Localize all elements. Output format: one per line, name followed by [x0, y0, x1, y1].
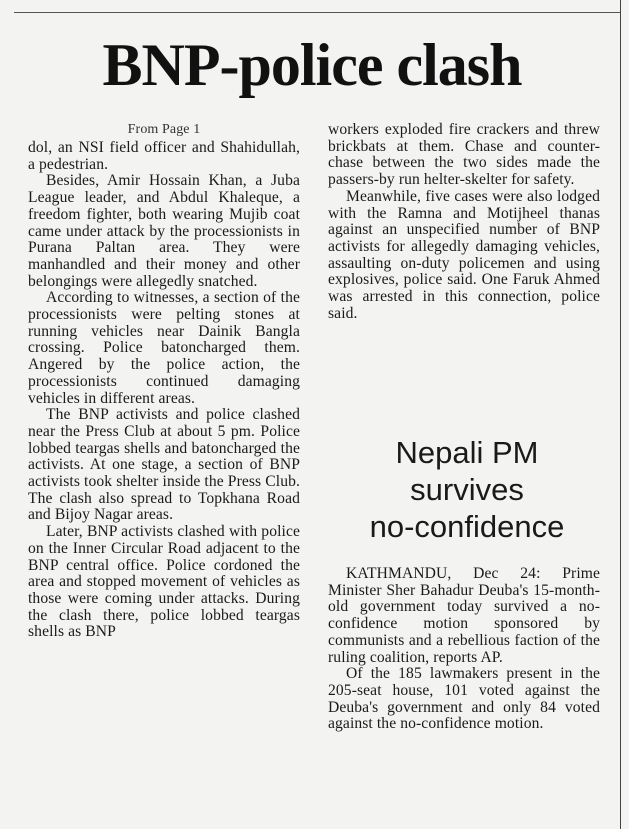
headline-line: no-confidence: [369, 509, 565, 544]
headline-line: Nepali PM: [395, 435, 539, 470]
paragraph: KATHMANDU, Dec 24: Prime Minister Sher Bahadur Deuba's 15-month-old government today survived a no-confidence motion sponsored by communists and a rebellious faction of the ruling coalition, reports AP.: [328, 565, 600, 666]
main-headline: BNP-police clash: [102, 32, 522, 98]
headline-line: survives: [410, 472, 524, 507]
top-rule: [14, 12, 621, 13]
paragraph: Later, BNP activists clashed with police on the Inner Circular Road adjacent to the BNP central office. Police cordoned the area and stopped movement of vehicles as those were coming under attacks. During the clash there, police lobbed teargas shells as BNP: [28, 523, 300, 641]
continuation-label: From Page 1: [127, 122, 201, 137]
paragraph: workers exploded fire crackers and threw brickbats at them. Chase and counter-chase between the two sides made the passers-by run helter-skelter for safety.: [328, 121, 600, 189]
paragraph: The BNP activists and police clashed near the Press Club at about 5 pm. Police lobbed teargas shells and batoncharged the activists. At one stage, a section of BNP activists took shelter inside the Press Club. The clash also spread to Topkhana Road and Bijoy Nagar areas.: [28, 406, 300, 524]
paragraph: Of the 185 lawmakers present in the 205-seat house, 101 voted against the Deuba's government and only 84 voted against the no-confidence motion.: [328, 665, 600, 733]
second-story-column: [328, 566, 600, 733]
paragraph: Meanwhile, five cases were also lodged with the Ramna and Motijheel thanas against an unspecified number of BNP activists for allegedly damaging vehicles, assaulting on-duty policemen and using explosives, police said. One Faruk Ahmed was arrested in this connection, police said.: [328, 187, 600, 322]
paragraph: dol, an NSI field officer and Shahidullah, a pedestrian.: [28, 139, 300, 173]
column-rule: [620, 0, 621, 829]
main-story-left-column: [28, 122, 300, 641]
paragraph: According to witnesses, a section of the processionists were pelting stones at running vehicles near Dainik Bangla crossing. Police batoncharged them. Angered by the police action, the processionists continued damaging vehicles in different areas.: [28, 289, 300, 407]
paragraph: Besides, Amir Hossain Khan, a Juba League leader, and Abdul Khaleque, a freedom fighter, both wearing Mujib coat came under attack by the processionists in Purana Paltan area. They were manhandled and their money and other belongings were allegedly snatched.: [28, 172, 300, 290]
second-headline: [328, 434, 606, 545]
main-story-right-column: [328, 122, 600, 322]
